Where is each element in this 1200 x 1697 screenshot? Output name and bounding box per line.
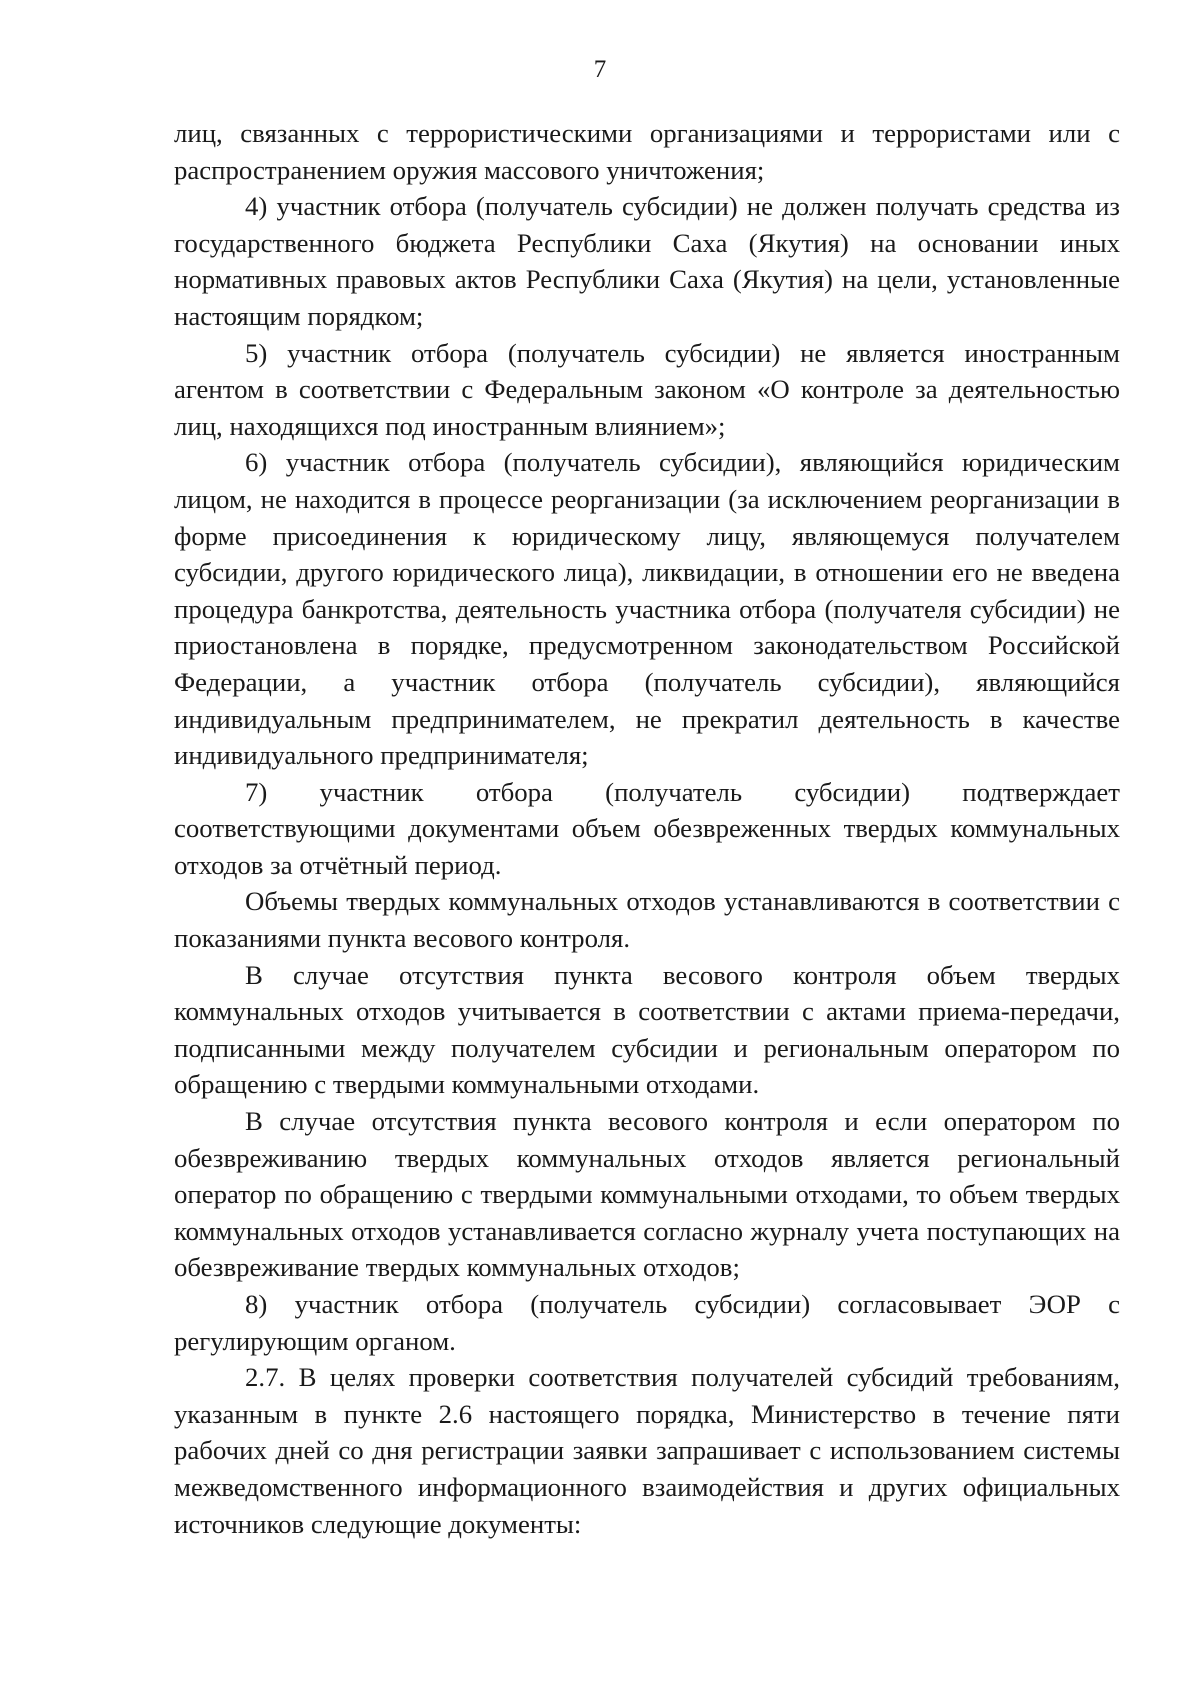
document-body [174,115,1120,1542]
paragraph-item-7: 7) участник отбора (получатель субсидии) подтверждает соответствующими документами объем обезвреженных твердых коммунальных отходов за отчётный период. [174,776,1120,880]
paragraph-no-weight-control: В случае отсутствия пункта весового контроля объем твердых коммунальных отходов учитывается в соответствии с актами приема-передачи, подписанными между получателем субсидии и региональным оператором по обращению с твердыми коммунальными отходами. [174,959,1120,1100]
paragraph-item-8: 8) участник отбора (получатель субсидии) согласовывает ЭОР с регулирующим органом. [174,1289,1120,1356]
paragraph-continuation: лиц, связанных с террористическими организациями и террористами или с распространением оружия массового уничтожения; [174,118,1120,185]
page-number: 7 [593,56,607,83]
paragraph-regional-operator: В случае отсутствия пункта весового контроля и если оператором по обезвреживанию твердых коммунальных отходов является региональный оператор по обращению с твердыми коммунальными отходами, то объем твердых коммунальных отходов устанавливается согласно журналу учета поступающих на обезвреживание твердых коммунальных отходов; [174,1106,1120,1283]
paragraph-item-4: 4) участник отбора (получатель субсидии) не должен получать средства из государственного бюджета Республики Саха (Якутия) на основании иных нормативных правовых актов Республики Саха (Якутия) на цели, установленные настоящим порядком; [174,191,1120,331]
paragraph-section-2-7: 2.7. В целях проверки соответствия получателей субсидий требованиям, указанным в пункте 2.6 настоящего порядка, Министерство в течение пяти рабочих дней со дня регистрации заявки запрашивает с использованием системы межведомственного информационного взаимодействия и других официальных источников следующие документы: [174,1362,1120,1539]
paragraph-item-6: 6) участник отбора (получатель субсидии), являющийся юридическим лицом, не находится в процессе реорганизации (за исключением реорганизации в форме присоединения к юридическому лицу, являющемуся получателем субсидии, другого юридического лица), ликвидации, в отношении его не введена процедура банкротства, деятельность участника отбора (получателя субсидии) не приостановлена в порядке, предусмотренном законодательством Российской Федерации, а участник отбора (получатель субсидии), являющийся индивидуальным предпринимателем, не прекратил деятельность в качестве индивидуального предпринимателя; [174,447,1120,771]
paragraph-volumes: Объемы твердых коммунальных отходов устанавливаются в соответствии с показаниями пункта весового контроля. [174,886,1120,954]
paragraph-item-5: 5) участник отбора (получатель субсидии) не является иностранным агентом в соответствии с Федеральным законом «О контроле за деятельностью лиц, находящихся под иностранным влиянием»; [174,337,1120,441]
